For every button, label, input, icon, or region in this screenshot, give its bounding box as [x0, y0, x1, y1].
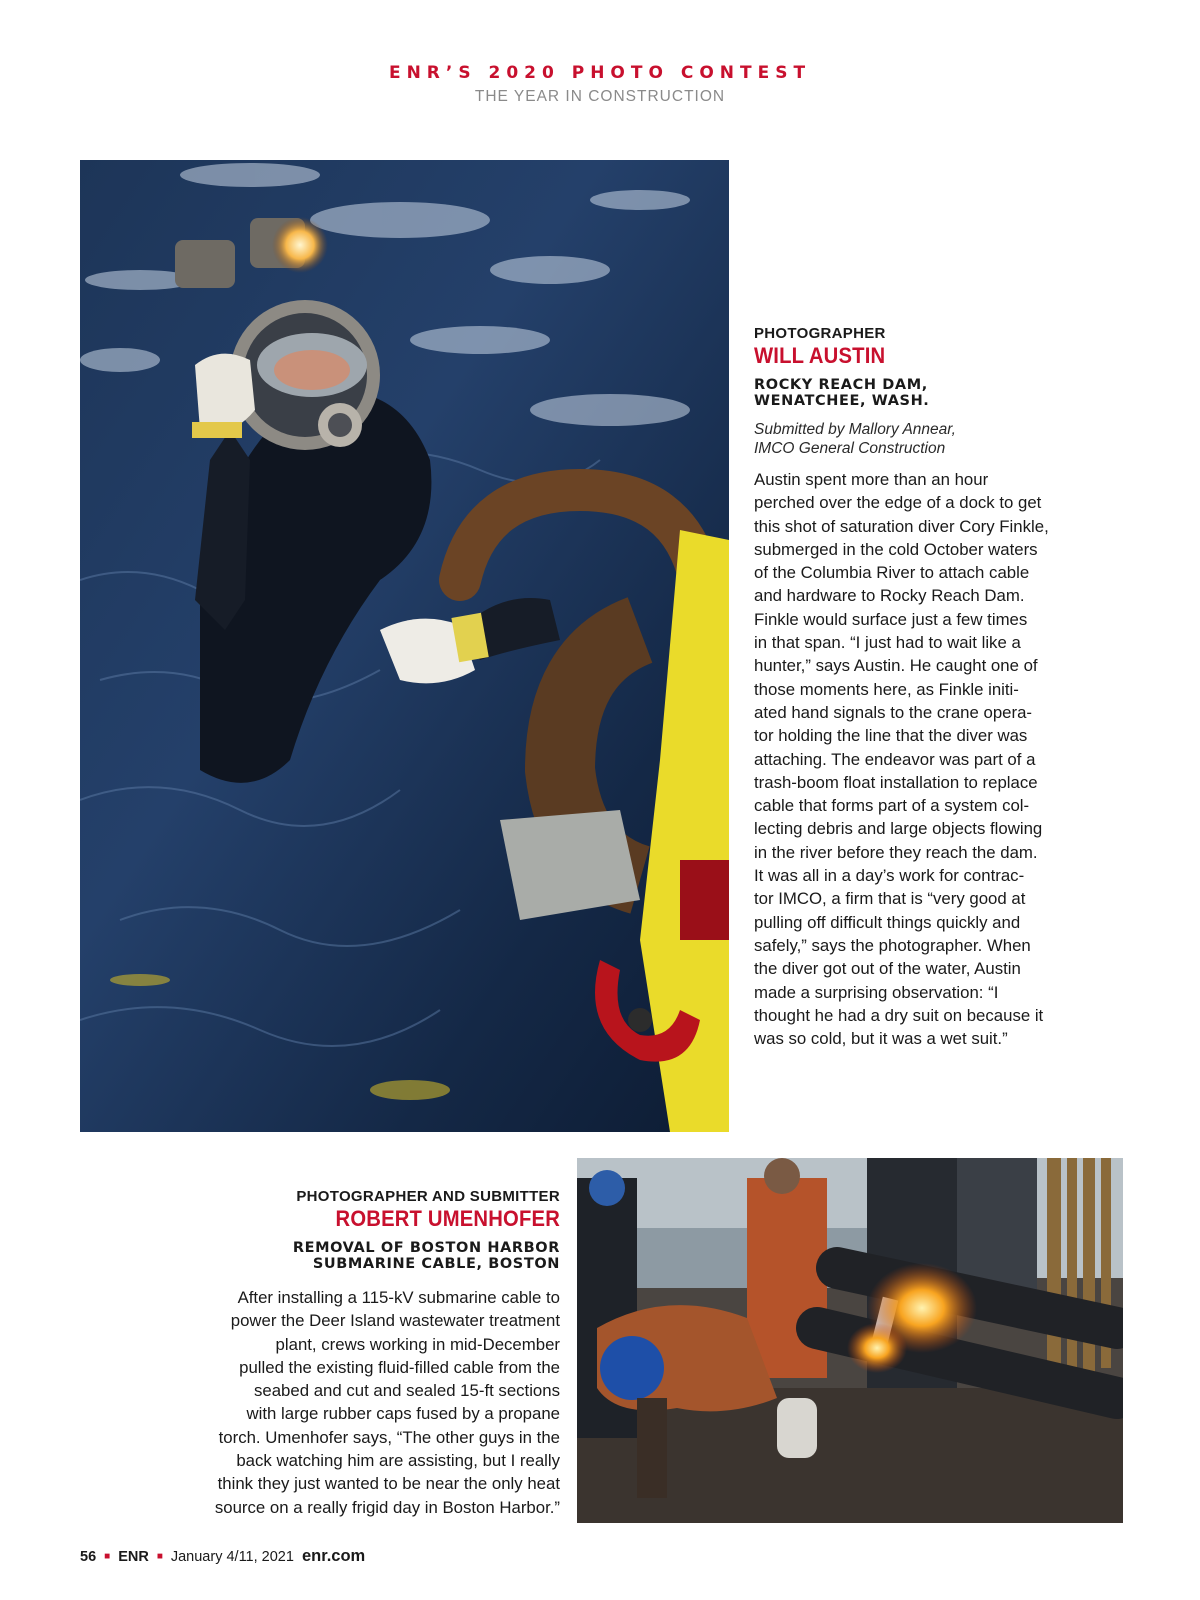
separator-square-icon: ■ — [104, 1551, 111, 1562]
caption-line: the diver got out of the water, Austin — [754, 959, 1021, 979]
caption-line: those moments here, as Finkle initi- — [754, 679, 1019, 699]
caption-line: and hardware to Rocky Reach Dam. — [754, 586, 1025, 606]
separator-square-icon: ■ — [156, 1551, 163, 1562]
location-line: ROCKY REACH DAM, — [754, 377, 928, 393]
caption-line: torch. Umenhofer says, “The other guys in the — [218, 1427, 560, 1447]
contest-subtitle: THE YEAR IN CONSTRUCTION — [474, 88, 726, 105]
caption-line: with large rubber caps fused by a propane — [246, 1404, 560, 1424]
caption-line: Finkle would surface just a few times — [754, 609, 1028, 629]
caption-line: submerged in the cold October waters — [754, 539, 1038, 559]
issue-date: January 4/11, 2021 — [170, 1549, 294, 1565]
submitted-line: IMCO General Construction — [754, 440, 946, 457]
caption-line: safely,” says the photographer. When — [754, 935, 1031, 955]
page-number: 56 — [80, 1549, 97, 1565]
caption-line: Austin spent more than an hour — [754, 470, 989, 489]
caption-line: trash-boom float installation to replace — [754, 772, 1038, 792]
caption-robert-umenhofer — [150, 1188, 560, 1519]
caption-line: plant, crews working in mid-December — [275, 1334, 560, 1354]
photo-location — [150, 1240, 560, 1272]
caption-line: lecting debris and large objects flowing — [754, 819, 1043, 839]
caption-line: made a surprising observation: “I — [754, 982, 999, 1002]
caption-line: back watching him are assisting, but I really — [236, 1451, 560, 1471]
page-header — [0, 62, 1200, 108]
caption-body — [150, 1286, 560, 1519]
caption-line: ated hand signals to the crane opera- — [754, 702, 1033, 722]
caption-line: pulling off difficult things quickly and — [754, 912, 1021, 932]
caption-line: hunter,” says Austin. He caught one of — [754, 656, 1038, 676]
caption-line: attaching. The endeavor was part of a — [754, 749, 1036, 769]
caption-line: power the Deer Island wastewater treatment — [230, 1311, 560, 1331]
caption-line: It was all in a day’s work for contrac- — [754, 866, 1025, 886]
location-line: REMOVAL OF BOSTON HARBOR — [292, 1240, 560, 1256]
photographer-name: WILL AUSTIN — [754, 343, 886, 368]
caption-line: seabed and cut and sealed 15-ft sections — [253, 1381, 560, 1401]
diver-photo — [80, 160, 729, 1132]
caption-line: in that span. “I just had to wait like a — [754, 633, 1021, 653]
photographer-label: PHOTOGRAPHER — [754, 325, 886, 342]
caption-line: think they just wanted to be near the only heat — [217, 1474, 560, 1494]
caption-will-austin — [754, 325, 1099, 1050]
submitted-line: Submitted by Mallory Annear, — [754, 421, 956, 438]
location-line: WENATCHEE, WASH. — [754, 393, 930, 409]
photo-location — [754, 377, 1099, 409]
caption-line: this shot of saturation diver Cory Finkle, — [754, 516, 1049, 536]
caption-line: of the Columbia River to attach cable — [754, 563, 1030, 583]
caption-line: in the river before they reach the dam. — [754, 842, 1038, 862]
site-link[interactable]: enr.com — [301, 1547, 366, 1565]
caption-line: cable that forms part of a system col- — [754, 796, 1030, 816]
caption-line: tor IMCO, a firm that is “very good at — [754, 889, 1026, 909]
caption-line: tor holding the line that the diver was — [754, 726, 1028, 746]
caption-line: perched over the edge of a dock to get — [754, 493, 1042, 513]
caption-line: was so cold, but it was a wet suit.” — [754, 1029, 1008, 1049]
submitted-by — [754, 420, 1099, 458]
caption-line: pulled the existing fluid-filled cable from the — [239, 1357, 560, 1377]
caption-line: thought he had a dry suit on because it — [754, 1005, 1044, 1025]
contest-title: ENR’S 2020 PHOTO CONTEST — [388, 63, 812, 83]
cable-crew-photo — [577, 1158, 1123, 1523]
caption-body — [754, 468, 1099, 1050]
photographer-label: PHOTOGRAPHER AND SUBMITTER — [296, 1188, 560, 1205]
footer-brand: ENR — [118, 1549, 149, 1565]
caption-line: After installing a 115-kV submarine cable to — [237, 1288, 560, 1307]
photographer-name: ROBERT UMENHOFER — [335, 1206, 560, 1231]
page-footer — [80, 1547, 365, 1568]
location-line: SUBMARINE CABLE, BOSTON — [312, 1256, 560, 1272]
caption-line: source on a really frigid day in Boston Harbor.” — [214, 1497, 560, 1517]
